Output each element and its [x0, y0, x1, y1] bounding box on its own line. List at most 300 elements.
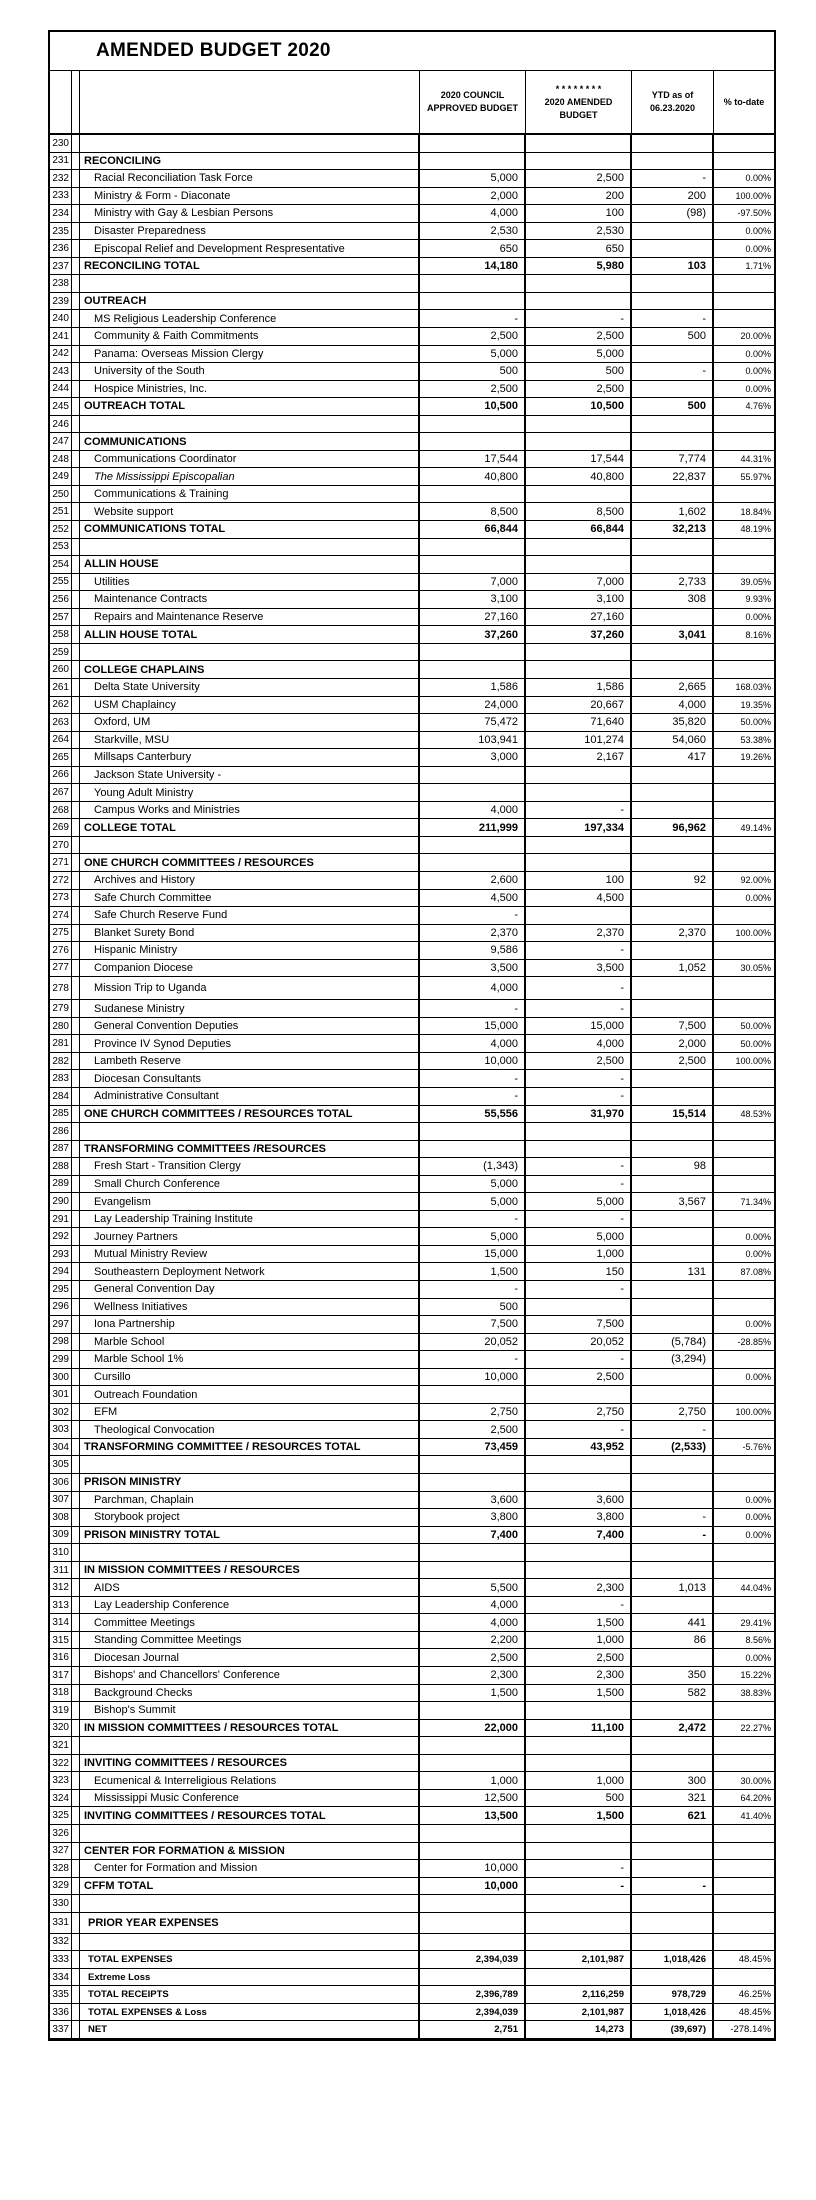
pct-value: [714, 1456, 774, 1473]
row-label: [80, 275, 420, 292]
row-number: 254: [50, 556, 72, 573]
row-number: 329: [50, 1878, 72, 1895]
row-label: Bishop's Summit: [80, 1702, 420, 1719]
row-gap: [72, 1228, 80, 1245]
pct-value: [714, 1281, 774, 1298]
approved-value: 2,370: [420, 925, 526, 942]
budget-rows: [50, 135, 774, 2039]
row-number: 240: [50, 310, 72, 327]
row-number: 273: [50, 890, 72, 907]
pct-value: [714, 1158, 774, 1175]
row-label: RECONCILING TOTAL: [80, 258, 420, 275]
row-gap: [72, 1878, 80, 1895]
row-number: 320: [50, 1720, 72, 1737]
row-gap: [72, 784, 80, 801]
table-row: [50, 837, 774, 855]
row-gap: [72, 2004, 80, 2021]
table-row: [50, 486, 774, 504]
approved-value: 4,000: [420, 1035, 526, 1052]
row-gap: [72, 1720, 80, 1737]
ytd-value: [632, 837, 714, 854]
row-number: 288: [50, 1158, 72, 1175]
ytd-value: [632, 1702, 714, 1719]
approved-value: -: [420, 1211, 526, 1228]
page-title: AMENDED BUDGET 2020: [96, 40, 331, 61]
amended-value: 3,600: [526, 1492, 632, 1509]
ytd-value: [632, 1649, 714, 1666]
row-label: Mississippi Music Conference: [80, 1790, 420, 1807]
approved-value: 37,260: [420, 626, 526, 643]
amended-value: 2,500: [526, 170, 632, 187]
amended-value: 37,260: [526, 626, 632, 643]
row-number: 323: [50, 1772, 72, 1789]
row-label: Background Checks: [80, 1685, 420, 1702]
ytd-value: (5,784): [632, 1334, 714, 1351]
row-gap: [72, 872, 80, 889]
amended-value: [526, 854, 632, 871]
approved-value: [420, 1456, 526, 1473]
table-row: [50, 1316, 774, 1334]
row-label: Community & Faith Commitments: [80, 328, 420, 345]
ytd-value: 1,018,426: [632, 1951, 714, 1968]
pct-value: [714, 1088, 774, 1105]
pct-value: [714, 942, 774, 959]
amended-value: [526, 1755, 632, 1772]
amended-value: [526, 1969, 632, 1986]
row-number: 234: [50, 205, 72, 222]
row-gap: [72, 1035, 80, 1052]
pct-value: -97.50%: [737, 208, 771, 219]
pct-value: 0.00%: [745, 226, 771, 236]
row-gap: [72, 293, 80, 310]
pct-value: [714, 556, 774, 573]
amended-value: [526, 486, 632, 503]
approved-value: [420, 1474, 526, 1491]
ytd-value: [632, 1895, 714, 1912]
amended-value: -: [526, 1000, 632, 1017]
approved-value: 5,000: [420, 1176, 526, 1193]
row-gap: [72, 1986, 80, 2003]
ytd-value: [632, 1123, 714, 1140]
approved-value: 22,000: [420, 1720, 526, 1737]
amended-value: 2,500: [526, 1369, 632, 1386]
table-row: [50, 205, 774, 223]
row-label: ALLIN HOUSE TOTAL: [80, 626, 420, 643]
amended-value: -: [526, 977, 632, 999]
row-gap: [72, 503, 80, 520]
ytd-value: [632, 1843, 714, 1860]
approved-budget-header: 2020 COUNCIL APPROVED BUDGET: [420, 71, 526, 133]
approved-value: [420, 661, 526, 678]
amended-value: 200: [526, 188, 632, 205]
row-label: Marble School: [80, 1334, 420, 1351]
amended-value: 14,273: [526, 2021, 632, 2038]
amended-value: [526, 1843, 632, 1860]
table-row: [50, 1544, 774, 1562]
approved-value: 13,500: [420, 1807, 526, 1824]
row-number: 268: [50, 802, 72, 819]
amended-value: -: [526, 1351, 632, 1368]
amended-value: [526, 1934, 632, 1951]
row-label: NET: [80, 2021, 420, 2038]
row-gap: [72, 398, 80, 415]
row-label: IN MISSION COMMITTEES / RESOURCES TOTAL: [80, 1720, 420, 1737]
row-gap: [72, 1211, 80, 1228]
approved-value: 5,000: [420, 346, 526, 363]
approved-value: 2,394,039: [420, 1951, 526, 1968]
pct-value: [714, 977, 774, 999]
row-label: MS Religious Leadership Conference: [80, 310, 420, 327]
table-row: [50, 1860, 774, 1878]
approved-value: 4,000: [420, 1614, 526, 1631]
amended-value: 20,667: [526, 697, 632, 714]
row-number: 301: [50, 1386, 72, 1403]
ytd-value: [632, 942, 714, 959]
ytd-value: 500: [632, 328, 714, 345]
amended-value: 1,586: [526, 679, 632, 696]
pct-value: 38.83%: [740, 1687, 771, 1698]
row-number: 300: [50, 1369, 72, 1386]
amended-value: -: [526, 1088, 632, 1105]
amended-value: [526, 1456, 632, 1473]
row-label: COLLEGE TOTAL: [80, 819, 420, 836]
row-gap: [72, 1527, 80, 1544]
row-number: 236: [50, 240, 72, 257]
amended-value: 15,000: [526, 1018, 632, 1035]
row-gap: [72, 1351, 80, 1368]
amended-value: 2,500: [526, 1053, 632, 1070]
row-number: 281: [50, 1035, 72, 1052]
row-label: TOTAL EXPENSES & Loss: [80, 2004, 420, 2021]
table-row: [50, 346, 774, 364]
approved-value: -: [420, 1351, 526, 1368]
row-label: INVITING COMMITTEES / RESOURCES TOTAL: [80, 1807, 420, 1824]
ytd-value: [632, 890, 714, 907]
table-row: [50, 381, 774, 399]
table-row: [50, 1614, 774, 1632]
row-number: 319: [50, 1702, 72, 1719]
amended-value: 2,530: [526, 223, 632, 240]
pct-value: [714, 767, 774, 784]
approved-value: 1,500: [420, 1263, 526, 1280]
row-label: Website support: [80, 503, 420, 520]
row-number: 276: [50, 942, 72, 959]
ytd-value: 22,837: [632, 468, 714, 485]
amended-value: 2,500: [526, 381, 632, 398]
ytd-value: 1,052: [632, 960, 714, 977]
table-row: [50, 1053, 774, 1071]
ytd-value: -: [632, 1421, 714, 1438]
row-gap: [72, 977, 80, 999]
ytd-value: [632, 1755, 714, 1772]
row-gap: [72, 1263, 80, 1280]
table-row: [50, 275, 774, 293]
row-number: 315: [50, 1632, 72, 1649]
row-number: 304: [50, 1439, 72, 1456]
row-number: 311: [50, 1562, 72, 1579]
ytd-value: (39,697): [632, 2021, 714, 2038]
pct-value: [714, 310, 774, 327]
row-gap: [72, 1369, 80, 1386]
ytd-value: -: [632, 1527, 714, 1544]
row-number: 249: [50, 468, 72, 485]
approved-value: 2,500: [420, 1421, 526, 1438]
ytd-value: [632, 1544, 714, 1561]
ytd-value: -: [632, 310, 714, 327]
row-label: RECONCILING: [80, 153, 420, 170]
approved-value: 7,000: [420, 574, 526, 591]
ytd-value: [632, 1562, 714, 1579]
table-row: [50, 1649, 774, 1667]
approved-value: 40,800: [420, 468, 526, 485]
row-number: 241: [50, 328, 72, 345]
ytd-value: 2,000: [632, 1035, 714, 1052]
amended-value: [526, 1123, 632, 1140]
row-label: Diocesan Consultants: [80, 1070, 420, 1087]
row-label: [80, 416, 420, 433]
ytd-value: [632, 1246, 714, 1263]
row-label: Communications & Training: [80, 486, 420, 503]
row-number: 243: [50, 363, 72, 380]
table-row: [50, 767, 774, 785]
row-gap: [72, 135, 80, 152]
amended-value: 2,500: [526, 328, 632, 345]
amended-value: -: [526, 1176, 632, 1193]
table-row: [50, 170, 774, 188]
pct-value: 168.03%: [735, 682, 771, 693]
row-gap: [72, 1562, 80, 1579]
row-label: General Convention Day: [80, 1281, 420, 1298]
pct-value: 0.00%: [745, 1372, 771, 1382]
ytd-value: 86: [632, 1632, 714, 1649]
table-row: [50, 1211, 774, 1229]
ytd-value: [632, 907, 714, 924]
table-row: [50, 310, 774, 328]
amended-budget-header: [526, 71, 632, 133]
pct-value: 44.31%: [740, 454, 771, 465]
row-label: ALLIN HOUSE: [80, 556, 420, 573]
row-number: 247: [50, 433, 72, 450]
row-gap: [72, 1053, 80, 1070]
approved-value: [420, 767, 526, 784]
table-row: [50, 363, 774, 381]
amended-value: -: [526, 1597, 632, 1614]
amended-value: 100: [526, 872, 632, 889]
row-number: 303: [50, 1421, 72, 1438]
row-gap: [72, 907, 80, 924]
approved-value: -: [420, 1088, 526, 1105]
table-row: [50, 416, 774, 434]
row-number: 277: [50, 960, 72, 977]
approved-value: 3,500: [420, 960, 526, 977]
table-row: [50, 749, 774, 767]
amended-value: 3,100: [526, 591, 632, 608]
amended-value: -: [526, 1211, 632, 1228]
table-row: [50, 223, 774, 241]
pct-value: [714, 837, 774, 854]
amended-value: -: [526, 310, 632, 327]
pct-header: % to-date: [723, 96, 765, 107]
row-gap: [72, 1579, 80, 1596]
table-row: [50, 1088, 774, 1106]
pct-value: 0.00%: [745, 243, 771, 254]
row-gap: [72, 697, 80, 714]
total-row: [50, 1720, 774, 1738]
row-number: 233: [50, 188, 72, 205]
row-number: 318: [50, 1685, 72, 1702]
amended-value: [526, 784, 632, 801]
row-label: [80, 135, 420, 152]
row-label: Hispanic Ministry: [80, 942, 420, 959]
pct-value: 44.04%: [740, 1582, 771, 1593]
table-row: [50, 679, 774, 697]
row-number: 293: [50, 1246, 72, 1263]
table-row: [50, 925, 774, 943]
ytd-value: 978,729: [632, 1986, 714, 2003]
pct-value: 0.00%: [745, 1529, 771, 1540]
approved-value: 3,100: [420, 591, 526, 608]
approved-value: 12,500: [420, 1790, 526, 1807]
table-row: [50, 1263, 774, 1281]
row-gap: [72, 258, 80, 275]
pct-value: 0.00%: [745, 348, 771, 359]
row-label: Campus Works and Ministries: [80, 802, 420, 819]
row-number: 291: [50, 1211, 72, 1228]
amended-value: -: [526, 802, 632, 819]
pct-value: 48.53%: [740, 1108, 771, 1119]
table-row: [50, 1369, 774, 1387]
pct-value: [714, 1562, 774, 1579]
row-number: 263: [50, 714, 72, 731]
amended-value: [526, 539, 632, 556]
row-label: Center for Formation and Mission: [80, 1860, 420, 1877]
ytd-value: [632, 767, 714, 784]
section-header-row: [50, 1141, 774, 1159]
table-row: [50, 1070, 774, 1088]
row-number: 285: [50, 1106, 72, 1123]
row-number: 312: [50, 1579, 72, 1596]
row-gap: [72, 1790, 80, 1807]
row-label: Bishops' and Chancellors' Conference: [80, 1667, 420, 1684]
pct-value: 19.26%: [740, 752, 771, 763]
pct-value: 0.00%: [745, 1652, 771, 1663]
row-gap: [72, 1969, 80, 1986]
total-row: [50, 1106, 774, 1124]
table-row: [50, 451, 774, 469]
table-row: [50, 1685, 774, 1703]
table-row: [50, 1035, 774, 1053]
row-label: Ministry with Gay & Lesbian Persons: [80, 205, 420, 222]
row-number: 272: [50, 872, 72, 889]
row-gap: [72, 223, 80, 240]
section-header-row: [50, 153, 774, 171]
approved-value: [420, 1544, 526, 1561]
amended-value: [526, 1895, 632, 1912]
approved-value: [420, 1969, 526, 1986]
row-gap: [72, 1509, 80, 1526]
row-number: 282: [50, 1053, 72, 1070]
row-number: 284: [50, 1088, 72, 1105]
row-gap: [72, 1632, 80, 1649]
approved-value: 2,530: [420, 223, 526, 240]
ytd-value: 350: [632, 1667, 714, 1684]
amended-value: [526, 1386, 632, 1403]
row-label: PRISON MINISTRY: [80, 1474, 420, 1491]
approved-value: 20,052: [420, 1334, 526, 1351]
ytd-value: [632, 293, 714, 310]
ytd-value: -: [632, 1878, 714, 1895]
ytd-value: 92: [632, 872, 714, 889]
row-label: Administrative Consultant: [80, 1088, 420, 1105]
pct-value: [714, 661, 774, 678]
pct-value: [714, 1211, 774, 1228]
ytd-value: -: [632, 170, 714, 187]
row-number: 330: [50, 1895, 72, 1912]
amended-value: 2,116,259: [526, 1986, 632, 2003]
row-gap: [72, 521, 80, 538]
row-label: USM Chaplaincy: [80, 697, 420, 714]
row-number: 334: [50, 1969, 72, 1986]
pct-value: 48.45%: [738, 2006, 771, 2018]
ytd-value: [632, 1597, 714, 1614]
pct-value: [714, 1825, 774, 1842]
ytd-value: 15,514: [632, 1106, 714, 1123]
approved-value: [420, 1562, 526, 1579]
pct-value: [714, 854, 774, 871]
pct-value: 0.00%: [745, 892, 771, 903]
amended-value: [526, 556, 632, 573]
row-label: Wellness Initiatives: [80, 1299, 420, 1316]
table-row: [50, 1351, 774, 1369]
ytd-value: 582: [632, 1685, 714, 1702]
row-number: 302: [50, 1404, 72, 1421]
row-gap: [72, 170, 80, 187]
approved-value: 75,472: [420, 714, 526, 731]
row-number: 253: [50, 539, 72, 556]
row-label: Blanket Surety Bond: [80, 925, 420, 942]
total-row: [50, 1439, 774, 1457]
row-number: 280: [50, 1018, 72, 1035]
amended-value: 7,500: [526, 1316, 632, 1333]
total-row: [50, 1527, 774, 1545]
row-gap: [72, 1702, 80, 1719]
row-gap: [72, 890, 80, 907]
table-row: [50, 1509, 774, 1527]
pct-value: [714, 1702, 774, 1719]
row-label: [80, 1895, 420, 1912]
row-label: [80, 1737, 420, 1754]
table-row: [50, 872, 774, 890]
row-number: 337: [50, 2021, 72, 2038]
row-gap: [72, 275, 80, 292]
section-header-row: [50, 293, 774, 311]
table-row: [50, 1421, 774, 1439]
row-number: 309: [50, 1527, 72, 1544]
approved-value: [420, 293, 526, 310]
ytd-value: 103: [632, 258, 714, 275]
budget-sheet: [48, 30, 776, 2041]
row-number: 298: [50, 1334, 72, 1351]
approved-value: 4,000: [420, 205, 526, 222]
row-number: 307: [50, 1492, 72, 1509]
pct-value: 8.16%: [745, 629, 771, 640]
amended-value: 66,844: [526, 521, 632, 538]
approved-value: 10,000: [420, 1369, 526, 1386]
row-gap: [72, 451, 80, 468]
total-row: [50, 1878, 774, 1896]
table-row: [50, 1018, 774, 1036]
pct-value: [714, 1913, 774, 1933]
